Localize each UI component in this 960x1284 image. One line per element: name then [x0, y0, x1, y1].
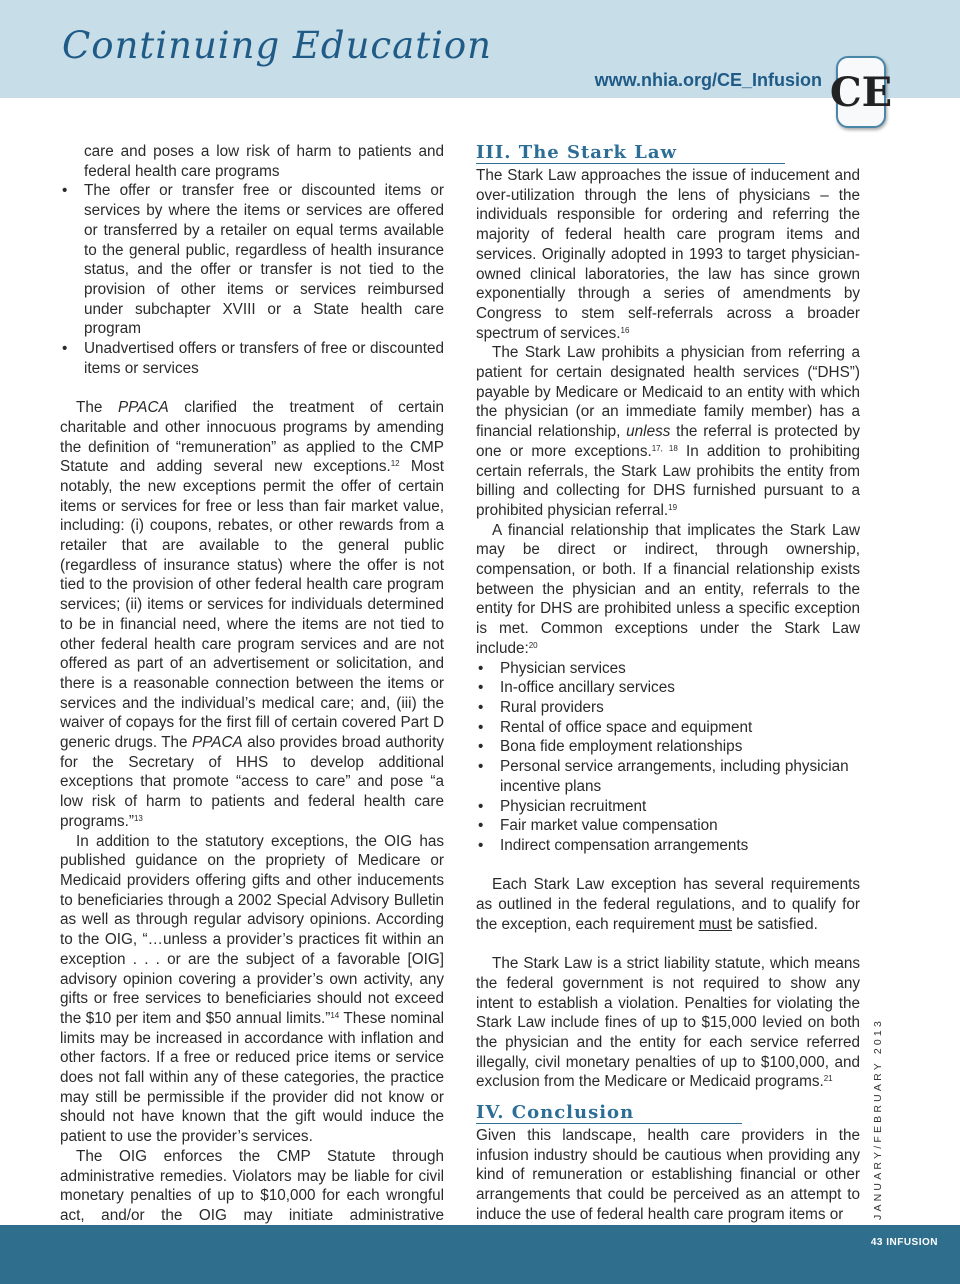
heading-conclusion: IV. Conclusion — [476, 1102, 742, 1124]
list-item: • The offer or transfer free or discounted items or services by where the items or services are offered or transferred by a retailer on equal terms available to the general public, regardless of health insurance status, and the offer or transfer is not tied to the provision of other items or services reimbursed under subchapter XVIII or a State health care program — [60, 181, 444, 339]
paragraph-oig-enforcement: The OIG enforces the CMP Statute through administrative remedies. Violators may be liable for civil monetary penalties of up to $10,000 for each wrongful act, and/or the OIG may initiate administrative — [60, 1147, 444, 1224]
paragraph-strict-liability: The Stark Law is a strict liability statute, which means the federal government is not required to show any intent to establish a violation. Penalties for violating the Stark Law include fines of up to $15,000 levied on both the physician and the entity for each service referred illegally, civil monetary penalties of up to $100,000, and exclusion from the Medicare or Medicaid programs.$^{21}$ — [476, 955, 860, 1091]
list-item: • Fair market value compensation — [476, 816, 860, 836]
issue-date: JANUARY/FEBRUARY 2013 — [872, 1017, 884, 1220]
heading-stark-law: III. The Stark Law — [476, 142, 785, 164]
list-item: • Bona fide employment relationships — [476, 737, 860, 757]
header-banner — [0, 0, 960, 116]
cmp-exception-list — [60, 181, 444, 378]
page-number: 43 INFUSION — [870, 1237, 938, 1248]
list-item: • Physician recruitment — [476, 797, 860, 817]
paragraph-stark-prohibits: The Stark Law prohibits a physician from referring a patient for certain designated health services (“DHS”) payable by Medicare or Medicaid to an entity with which the physician (or an immediate family member) has a financial relationship, unless the referral is protected by one or more exceptions.$^{17, 18}$ In addition to prohibiting certain referrals, the Stark Law prohibits the entity from billing and collecting for DHS furnished pursuant to a prohibited physician referral.$^{19}$ — [476, 344, 861, 519]
stark-exception-list — [476, 659, 860, 856]
list-item: • Unadvertised offers or transfers of free or discounted items or services — [60, 339, 444, 378]
paragraph-oig-guidance: In addition to the statutory exceptions, the OIG has published guidance on the propriety of Medicare or Medicaid providers offering gifts and other inducements to beneficiaries through a 2002 Special Advisory Bulletin as well as through regular advisory opinions. According to the OIG, “…unless a provider’s practices fit within an exception . . . or are the subject of a favorable [OIG] advisory opinion covering a provider’s own activity, any gifts or free services to beneficiaries should not exceed the $10 per item and $50 annual limits.”$^{14}$ These nominal limits may be increased in accordance with inflation and other factors. If a free or reduced price items or service does not fall within any of these categories, the practice may still be permissible if the provider did not know or should not have known that the gift would induce the patient to use the provider’s services. — [60, 832, 444, 1146]
paragraph-ppaca: The PPACA clarified the treatment of certain charitable and other innocuous programs by amending the definition of “remuneration” as applied to the CMP Statute and adding several new exceptions.$^{12}$ Most notably, the new exceptions permit the offer of certain items or services for free or less than fair market value, including: (i) coupons, rebates, or other rewards from a retailer that are available to the general public (regardless of insurance status) where the offer is not tied to the provision of other federal health care program services; (ii) items or services for individuals determined to be in financial need, where the items are not tied to other federal health care program services and are not offered as part of an advertisement or solicitation, and there is a reasonable connection between the items or services and the individual’s medical care; and, (iii) the waiver of copays for the first fill of certain covered Part D generic drugs. The PPACA also provides broad authority for the Secretary of HHS to develop additional exceptions that promote “access to care” and pose “a low risk of harm to patients and federal health care programs.”$^{13}$ — [60, 399, 444, 830]
paragraph-financial-relationship: A financial relationship that implicates the Stark Law may be direct or indirect, through ownership, compensation, or both. If a financial relationship exists between the physician and an entity, referrals to the entity for DHS are prohibited unless a specific exception is met. Common exceptions under the Stark Law include:$^{20}$ — [476, 521, 860, 657]
paragraph-stark-intro: The Stark Law approaches the issue of inducement and over-utilization through the lens of physicians – the individuals responsible for ordering and referring the majority of federal health care program items and services. Originally adopted in 1993 to target physician-owned clinical laboratories, the law has since grown exponentially through a series of amendments by Congress to stem self-referrals across a broader spectrum of services.$^{16}$ — [476, 167, 860, 342]
list-item: • In-office ancillary services — [476, 678, 860, 698]
list-item: • Physician services — [476, 659, 860, 679]
section-title: Continuing Education — [62, 24, 492, 67]
paragraph-requirements: Each Stark Law exception has several requirements as outlined in the federal regulations, and to qualify for the exception, each requirement must be satisfied. — [476, 876, 860, 933]
bullet-continuation: care and poses a low risk of harm to patients and federal health care programs — [84, 143, 444, 180]
right-column — [476, 142, 860, 1225]
list-item: • Indirect compensation arrangements — [476, 836, 860, 856]
website-link[interactable]: www.nhia.org/CE_Infusion — [594, 70, 822, 90]
paragraph-conclusion: Given this landscape, health care providers in the infusion industry should be cautious when providing any kind of remuneration or establishing financial or other arrangements that could be perceived as an attempt to induce the use of federal health care program items or — [476, 1127, 860, 1223]
footer-bar — [0, 1225, 960, 1284]
list-item: • Rental of office space and equipment — [476, 718, 860, 738]
list-item: • Personal service arrangements, including physician incentive plans — [476, 757, 860, 796]
ce-logo: CE — [836, 56, 886, 128]
left-column — [60, 142, 444, 1265]
list-item: • Rural providers — [476, 698, 860, 718]
